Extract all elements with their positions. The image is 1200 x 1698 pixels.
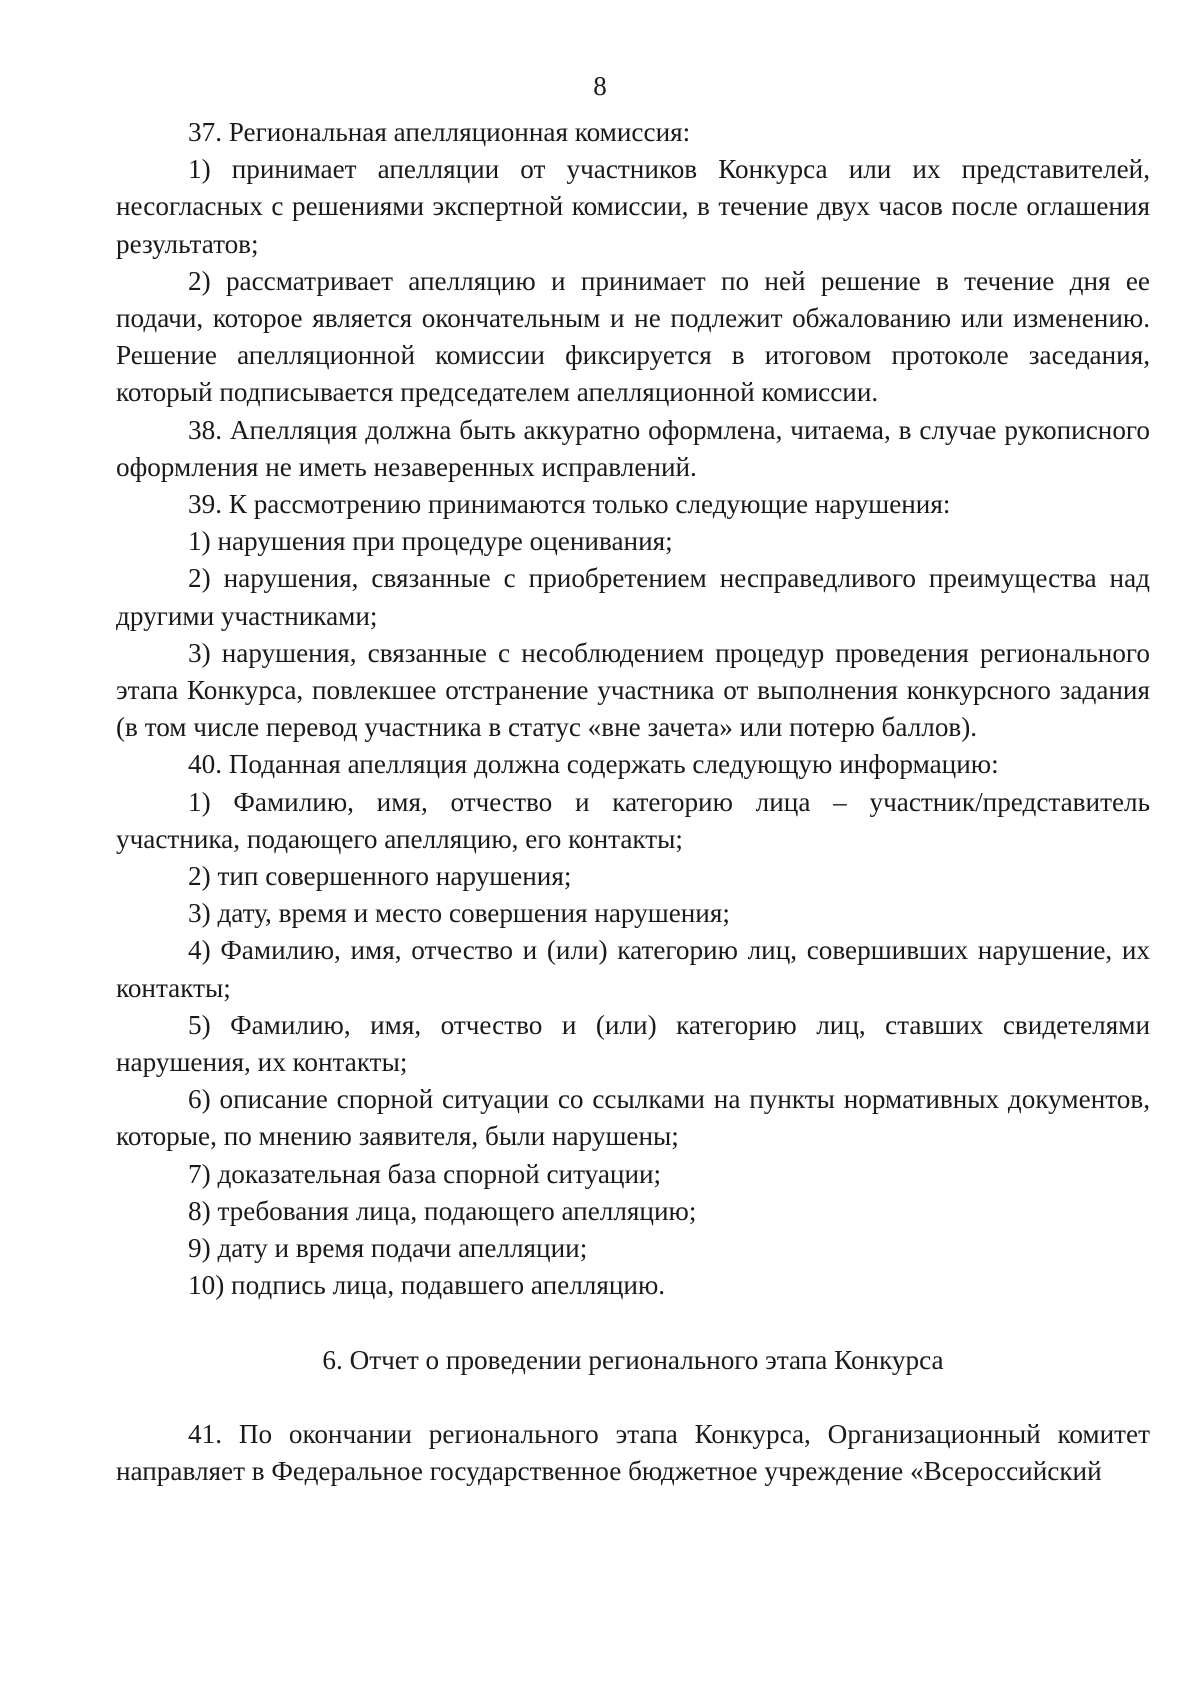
paragraph-40-item-1: 1) Фамилию, имя, отчество и категорию лица – участник/представитель участника, подающего апелляцию, его контакты; [116, 786, 1150, 854]
paragraph-39-item-3: 3) нарушения, связанные с несоблюдением процедур проведения регионального этапа Конкурса, повлекшее отстранение участника от выполнения конкурсного задания (в том числе перевод участника в статус «вне зачета» или потерю баллов). [116, 637, 1150, 743]
paragraph-40-item-6: 6) описание спорной ситуации со ссылками на пункты нормативных документов, которые, по мнению заявителя, были нарушены; [116, 1084, 1150, 1152]
paragraph-40-item-2: 2) тип совершенного нарушения; [188, 861, 572, 892]
paragraph-39-item-2: 2) нарушения, связанные с приобретением несправедливого преимущества над другими участниками; [116, 563, 1150, 631]
paragraph-40-item-9: 9) дату и время подачи апелляции; [188, 1233, 588, 1264]
paragraph-37-item-2: 2) рассматривает апелляцию и принимает по ней решение в течение дня ее подачи, которое является окончательным и не подлежит обжалованию или изменению. Решение апелляционной комиссии фиксируется в итоговом протоколе заседания, который подписывается председателем апелляционной комиссии. [116, 265, 1150, 408]
spacer [116, 1305, 1150, 1342]
paragraph-37: 37. Региональная апелляционная комиссия: [188, 117, 691, 147]
paragraph-40-item-10: 10) подпись лица, подавшего апелляцию. [188, 1270, 666, 1301]
page-number: 8 [593, 71, 607, 101]
paragraph-40-item-7: 7) доказательная база спорной ситуации; [188, 1158, 662, 1189]
paragraph-40-item-4: 4) Фамилию, имя, отчество и (или) категорию лиц, совершивших нарушение, их контакты; [116, 935, 1150, 1003]
paragraph-39: 39. К рассмотрению принимаются только следующие нарушения: [188, 489, 951, 520]
paragraph-39-item-1: 1) нарушения при процедуре оценивания; [188, 526, 673, 557]
section-heading: 6. Отчет о проведении регионального этапа Конкурса [322, 1344, 944, 1375]
paragraph-40-item-8: 8) требования лица, подающего апелляцию; [188, 1195, 697, 1226]
paragraph-40: 40. Поданная апелляция должна содержать следующую информацию: [188, 749, 999, 780]
paragraph-41: 41. По окончании регионального этапа Конкурса, Организационный комитет направляет в Федеральное государственное бюджетное учреждение «Всероссийский [116, 1419, 1150, 1487]
paragraph-40-item-5: 5) Фамилию, имя, отчество и (или) категорию лиц, ставших свидетелями нарушения, их контакты; [116, 1009, 1150, 1078]
paragraph-37-item-1: 1) принимает апелляции от участников Конкурса или их представителей, несогласных с решениями экспертной комиссии, в течение двух часов после оглашения результатов; [116, 154, 1150, 259]
paragraph-40-item-3: 3) дату, время и место совершения нарушения; [188, 898, 730, 929]
paragraph-38: 38. Апелляция должна быть аккуратно оформлена, читаема, в случае рукописного оформления не иметь незаверенных исправлений. [116, 414, 1150, 482]
document-body [116, 114, 1150, 1490]
spacer [116, 1379, 1150, 1416]
